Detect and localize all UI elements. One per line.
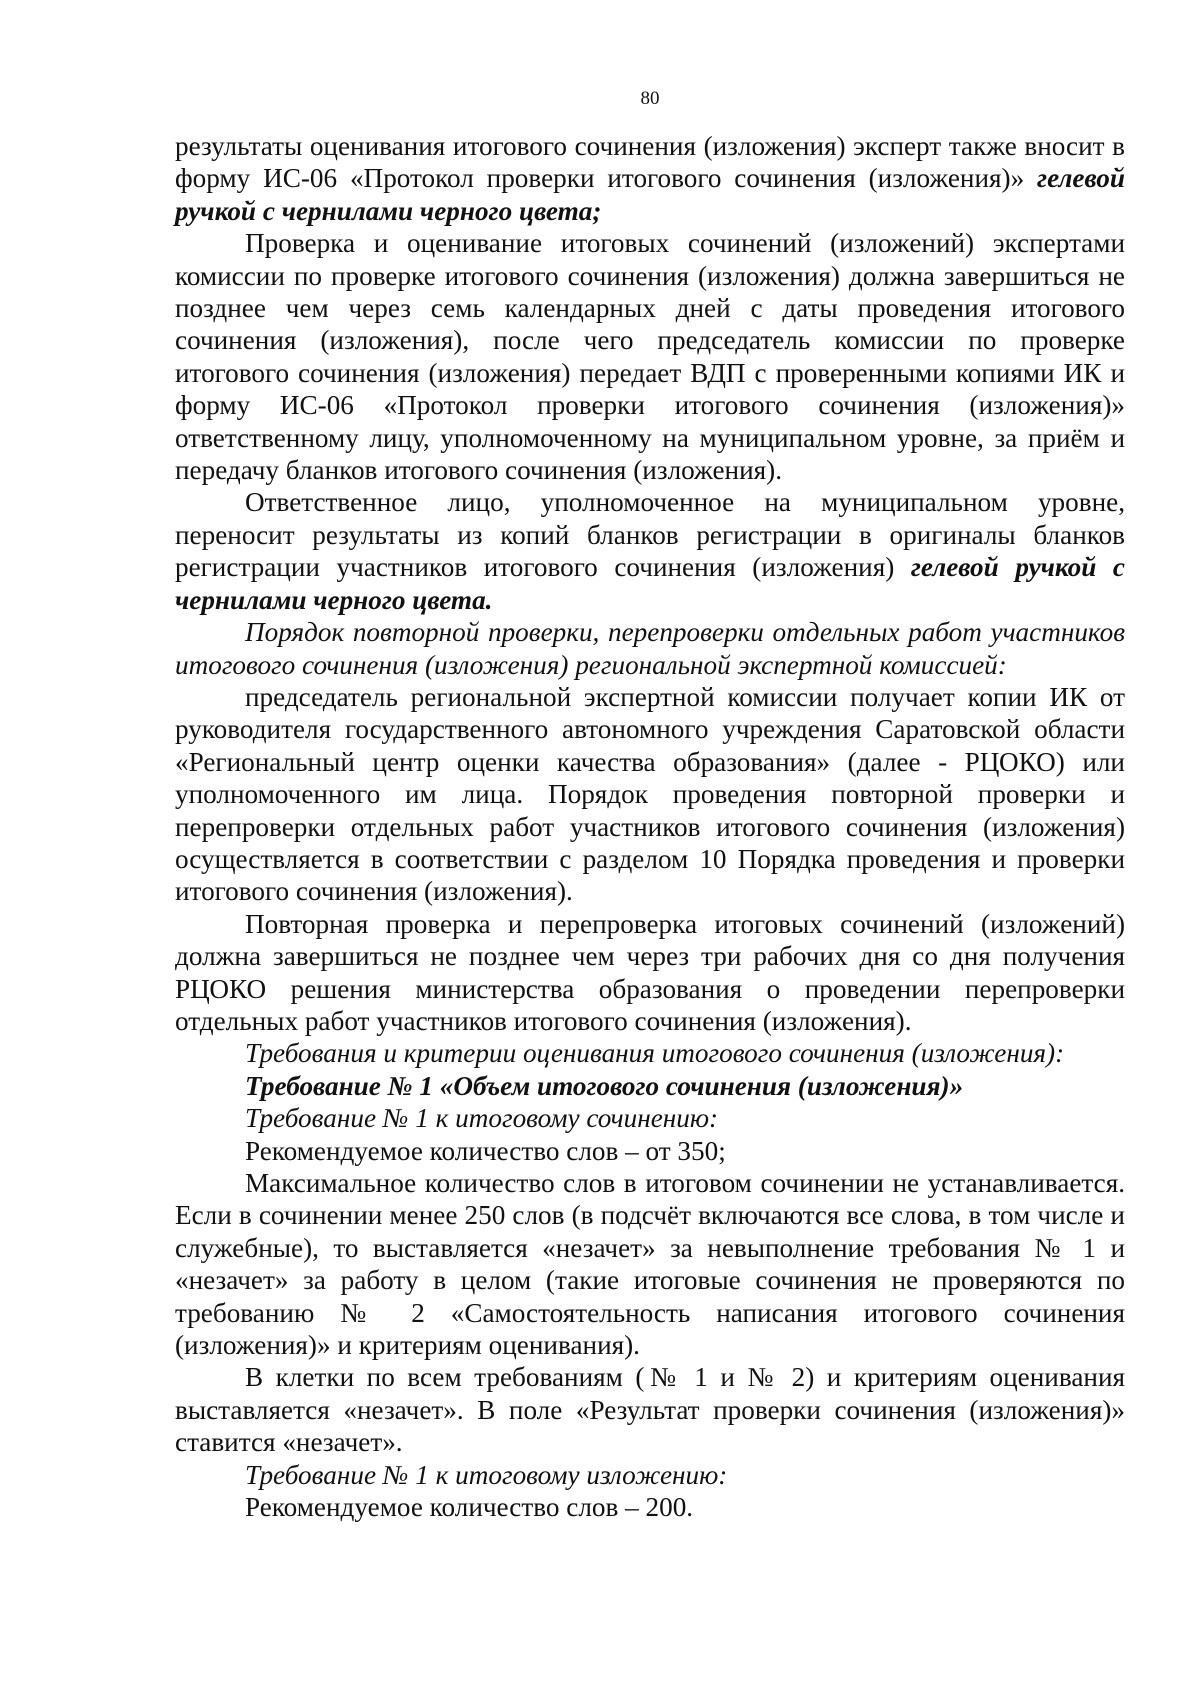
paragraph-results-entry [175,130,1125,227]
paragraph-recheck-heading: Порядок повторной проверки, перепроверки отдельных работ участников итогового сочинения (изложения) региональной экспертной комиссией: [175,617,1125,680]
paragraph-text: Ответственное лицо, уполномоченное на муниципальном уровне, переносит результаты из копий бланков регистрации в оригиналы бланков регистрации участников итогового сочинения (изложения) [175,487,1125,583]
paragraph-max-word-count: Максимальное количество слов в итоговом сочинении не устанавливается. Если в сочинении менее 250 слов (в подсчёт включаются все слова, в том числе и служебные), то выставляется «незачет» за невыполнение требования № 1 и «незачет» за работу в целом (такие итоговые сочинения не проверяются по требованию № 2 «Самостоятельность написания итогового сочинения (изложения)» и критериям оценивания). [175,1168,1125,1361]
paragraph-text: результаты оценивания итогового сочинения (изложения) эксперт также вносит в форму ИС-06 «Протокол проверки итогового сочинения (изложения)» [175,131,1125,194]
page-number: 80 [640,88,660,109]
paragraph-recheck-deadline: Повторная проверка и перепроверка итоговых сочинений (изложений) должна завершиться не позднее чем через три рабочих дня со дня получения РЦОКО решения министерства образования о проведении перепроверки отдельных работ участников итогового сочинения (изложения). [175,908,1125,1036]
requirement-1-summary-heading: Требование № 1 к итоговому изложению: [245,1459,728,1490]
recommended-word-count-summary: Рекомендуемое количество слов – 200. [245,1492,694,1523]
paragraph-criteria-heading: Требования и критерии оценивания итогового сочинения (изложения): [245,1038,1065,1069]
document-body [175,130,1125,1523]
paragraph-regional-commission: председатель региональной экспертной комиссии получает копии ИК от руководителя государственного автономного учреждения Саратовской области «Региональный центр оценки качества образования» (далее - РЦОКО) или уполномоченного им лица. Порядок проведения повторной проверки и перепроверки отдельных работ участников итогового сочинения (изложения) осуществляется в соответствии с разделом 10 Порядка проведения и проверки итогового сочинения (изложения). [175,681,1125,907]
recommended-word-count-essay: Рекомендуемое количество слов – от 350; [245,1135,726,1166]
document-page [175,0,1125,1700]
paragraph-check-deadline: Проверка и оценивание итоговых сочинений (изложений) экспертами комиссии по проверке итогового сочинения (изложения) должна завершиться не позднее чем через семь календарных дней с даты проведения итогового сочинения (изложения), после чего председатель комиссии по проверке итогового сочинения (изложения) передает ВДП с проверенными копиями ИК и форму ИС-06 «Протокол проверки итогового сочинения (изложения)» ответственному лицу, уполномоченному на муниципальном уровне, за приём и передачу бланков итогового сочинения (изложения). [175,228,1125,486]
emphasis-text: гелевой ручкой с чернилами черного цвета; [175,163,1125,226]
paragraph-responsible-person [175,486,1125,616]
requirement-1-heading: Требование № 1 «Объем итогового сочинения (изложения)» [245,1070,964,1101]
requirement-1-essay-heading: Требование № 1 к итоговому сочинению: [245,1103,719,1134]
paragraph-fail-marking: В клетки по всем требованиям (№ 1 и № 2) и критериям оценивания выставляется «незачет». В поле «Результат проверки сочинения (изложения)» ставится «незачет». [175,1362,1125,1458]
emphasis-text: гелевой ручкой с чернилами черного цвета. [175,552,1125,615]
